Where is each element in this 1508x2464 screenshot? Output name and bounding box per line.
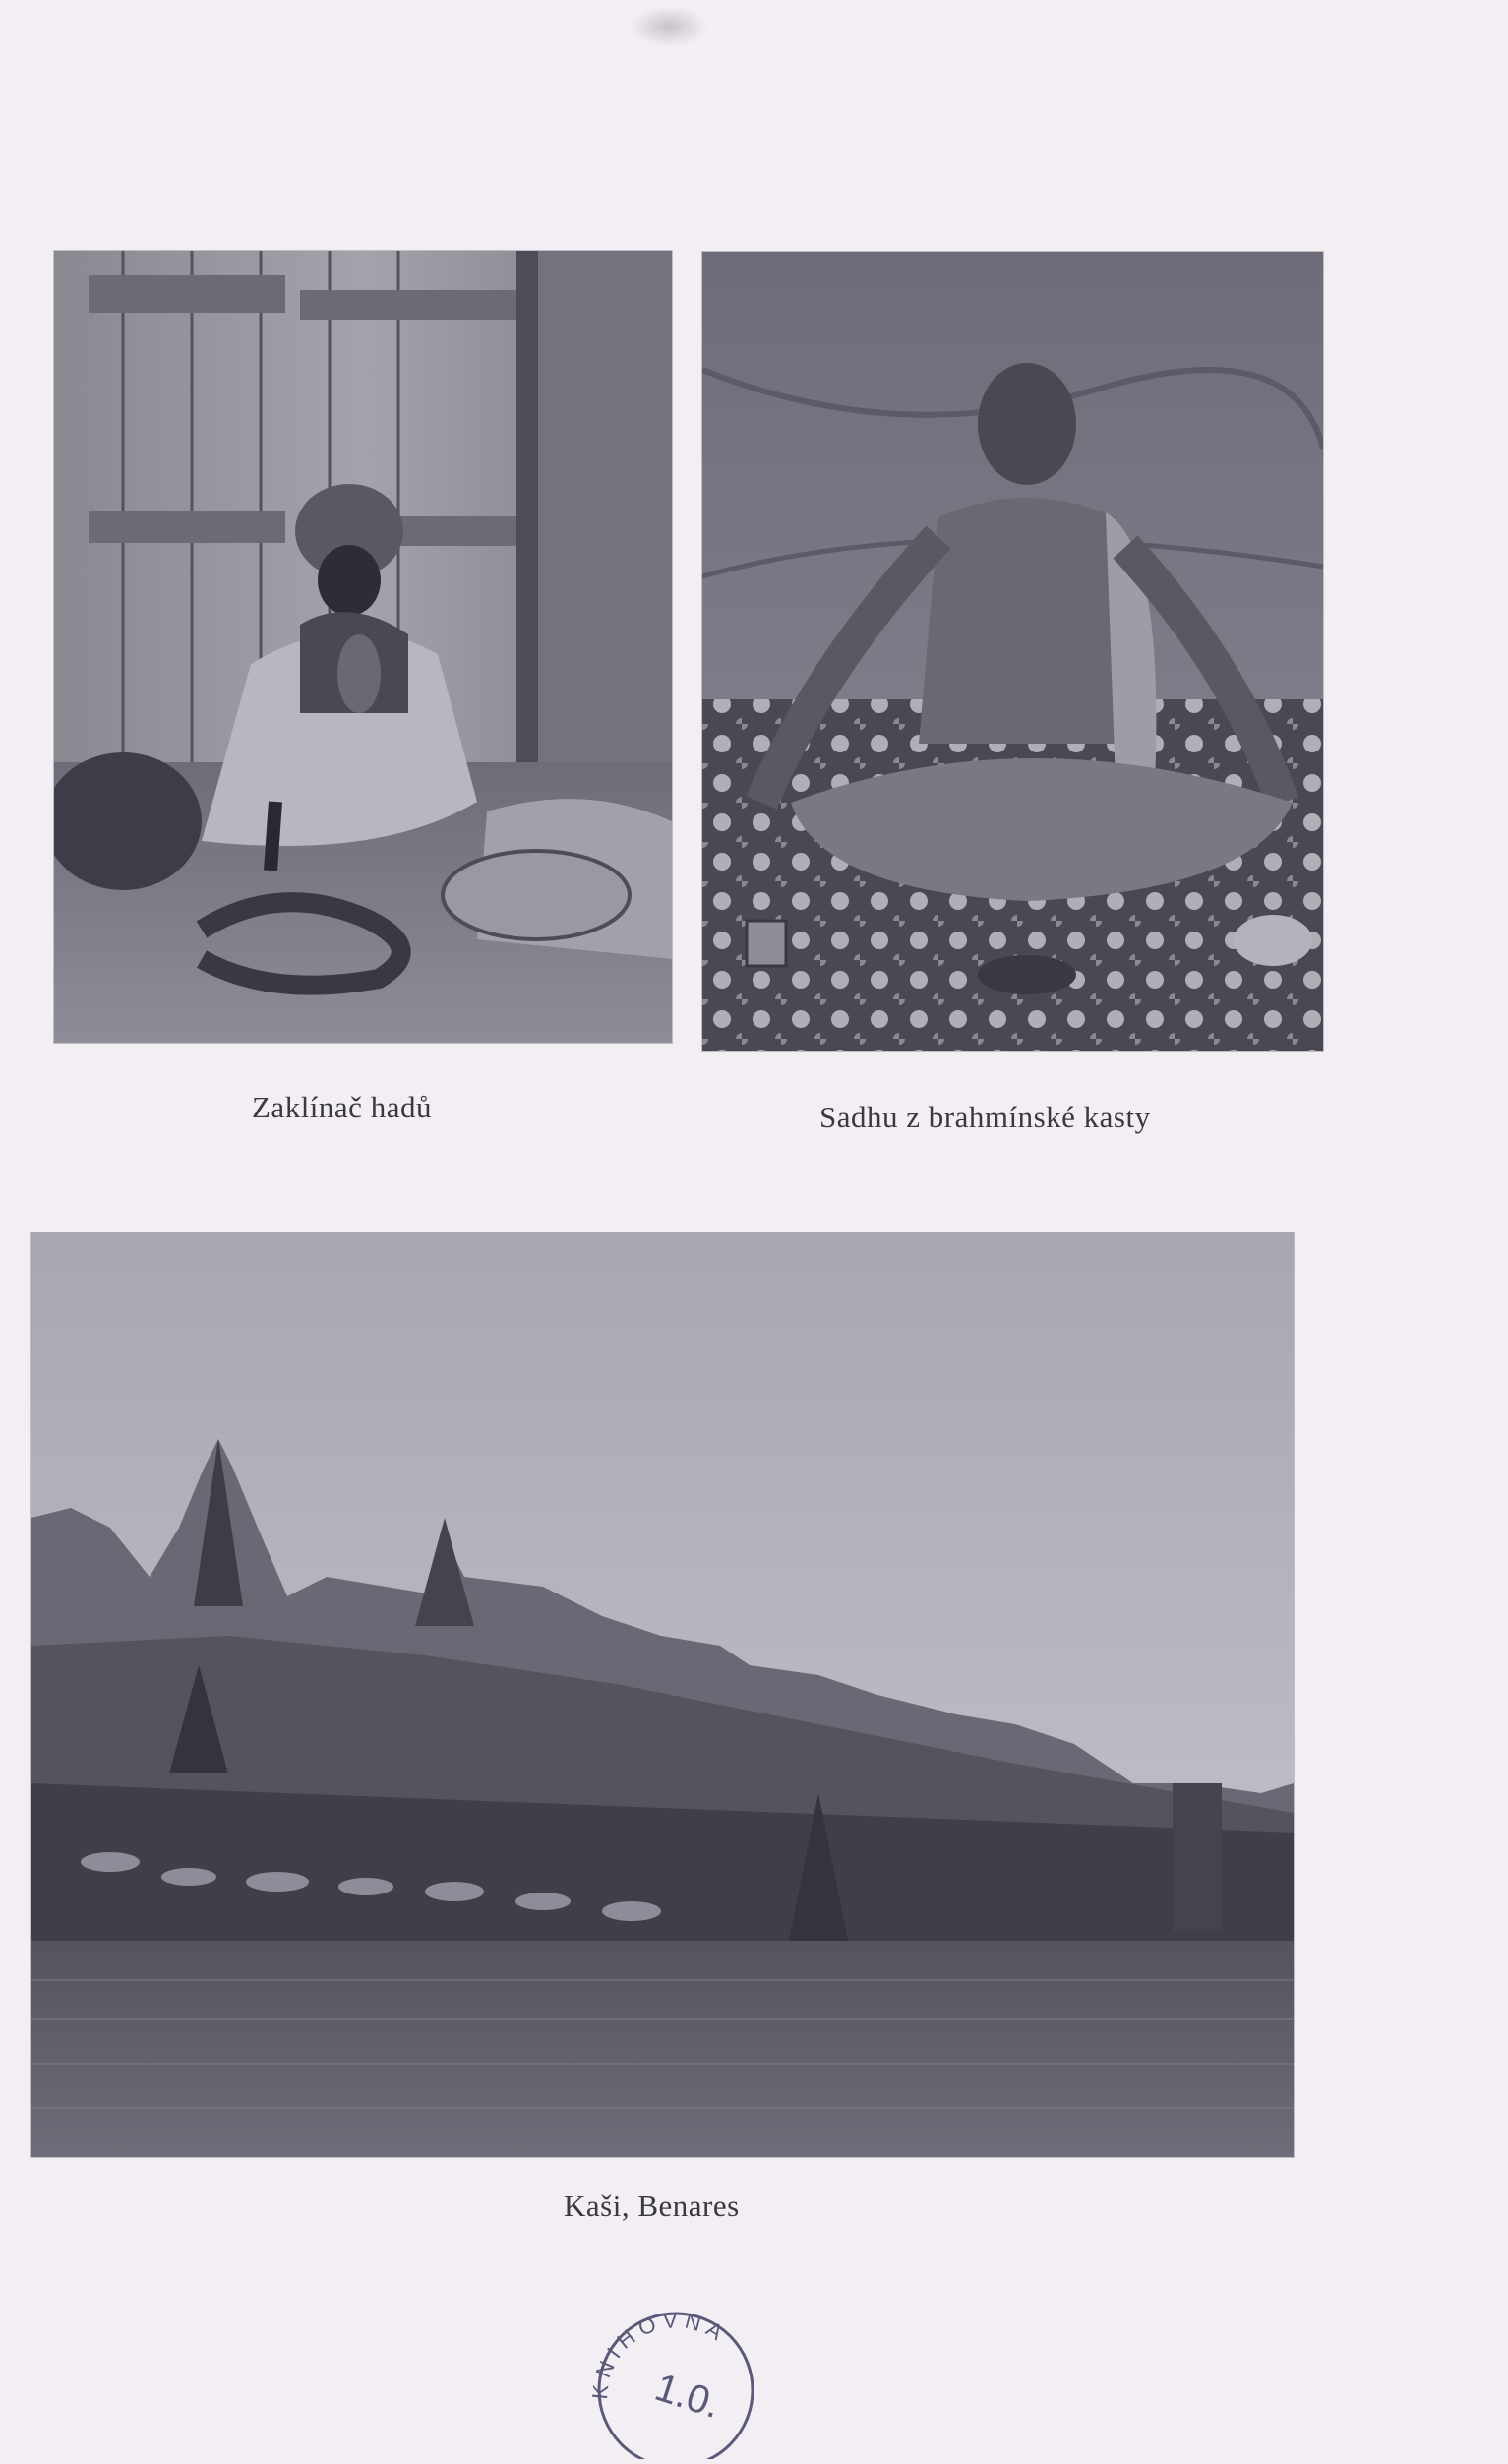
sadhu-caption: Sadhu z brahmínské kasty bbox=[819, 1100, 1151, 1134]
snake-charmer-caption: Zaklínač hadů bbox=[252, 1090, 432, 1124]
paper-smudge bbox=[630, 6, 708, 47]
snake-charmer-photo bbox=[54, 251, 672, 1043]
library-stamp bbox=[575, 2292, 772, 2459]
benares-caption: Kaši, Benares bbox=[564, 2189, 740, 2223]
sadhu-photo bbox=[702, 252, 1323, 1051]
stamp-text: KNIHOVNA bbox=[586, 2308, 733, 2401]
benares-photo bbox=[31, 1232, 1294, 2157]
stamp-number: 1.0. bbox=[649, 2365, 726, 2428]
